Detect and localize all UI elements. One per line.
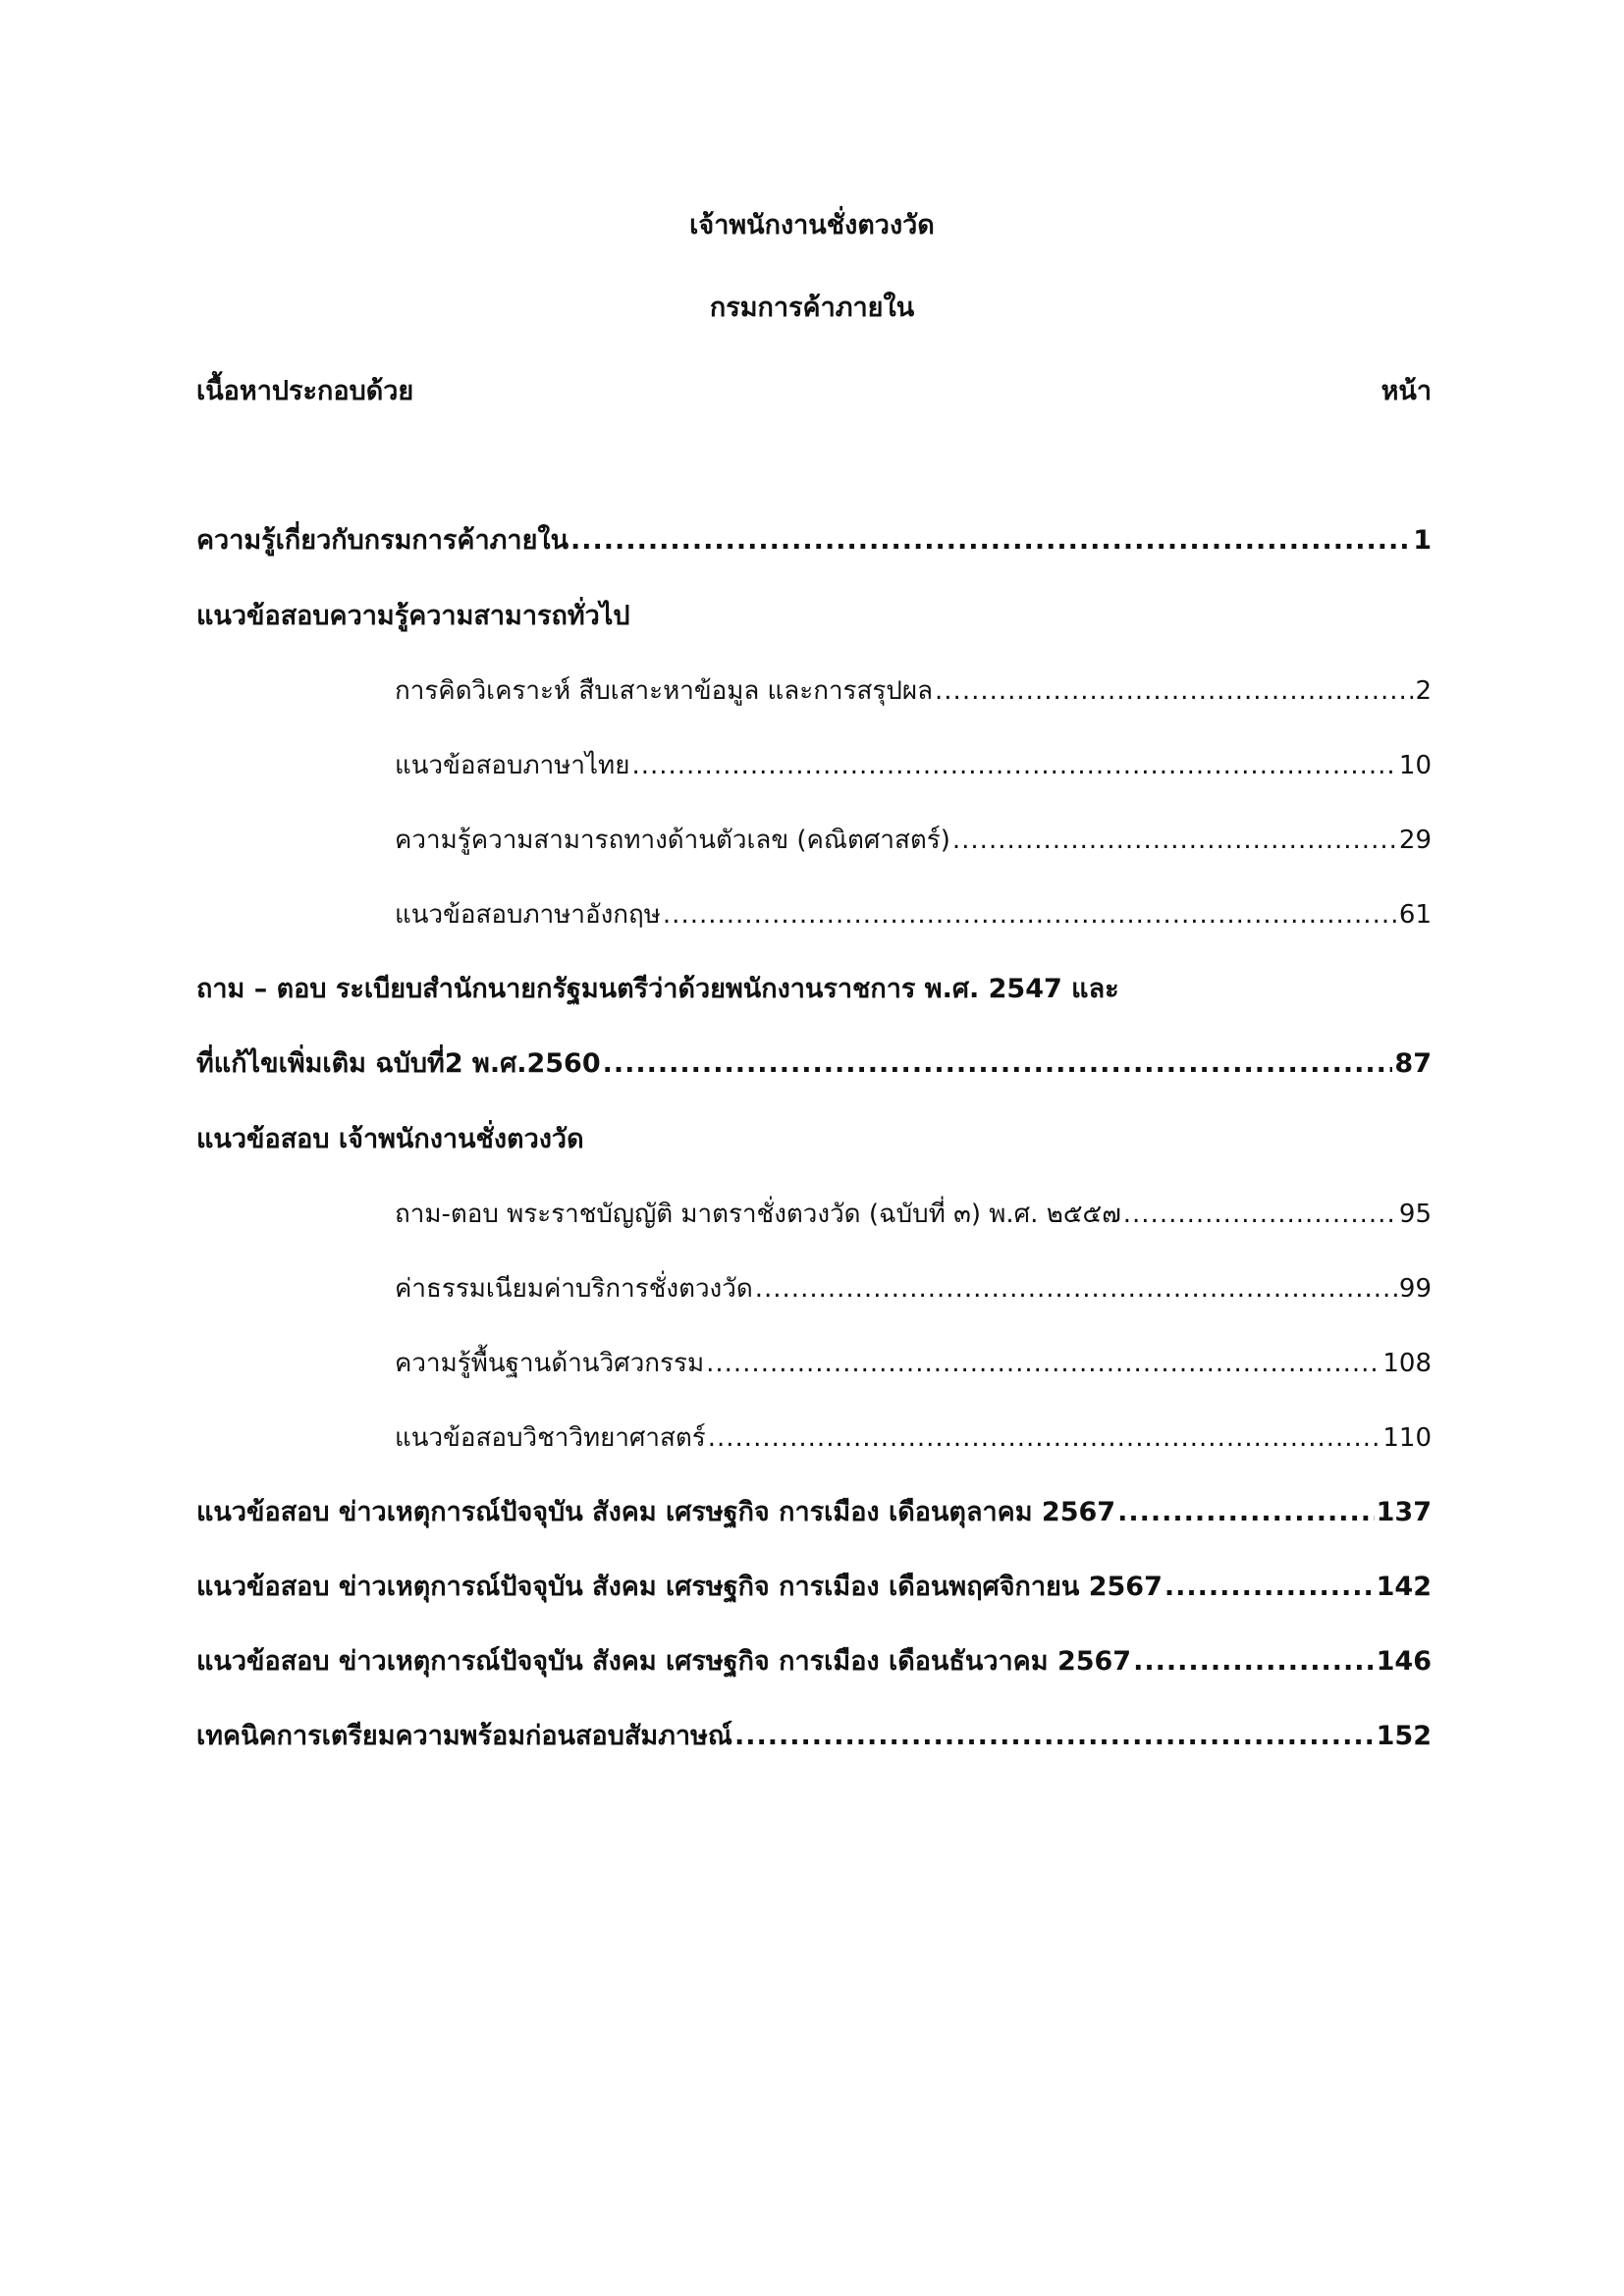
toc-entry-page: 61 [1398, 900, 1432, 930]
toc-entry-page: 95 [1398, 1200, 1432, 1229]
contents-heading: เนื้อหาประกอบด้วย [196, 376, 414, 406]
toc-entry-page: 146 [1376, 1646, 1432, 1677]
toc-entry-label: ถาม – ตอบ ระเบียบสำนักนายกรัฐมนตรีว่าด้วยพนักงานราชการ พ.ศ. 2547 และ [196, 974, 1119, 1004]
toc-leader-dots [1117, 1493, 1375, 1532]
toc-section-heading [196, 597, 1432, 636]
toc-entry-page: 152 [1376, 1721, 1432, 1751]
toc-entry [395, 1269, 1432, 1308]
toc-leader-dots [1164, 1568, 1375, 1607]
toc-leader-dots [663, 895, 1397, 934]
toc-entry-label: แนวข้อสอบ ข่าวเหตุการณ์ปัจจุบัน สังคม เศรษฐกิจ การเมือง เดือนธันวาคม 2567 [196, 1646, 1132, 1677]
toc-entry-label: เทคนิคการเตรียมความพร้อมก่อนสอบสัมภาษณ์ [196, 1721, 732, 1751]
toc-entry-label: แนวข้อสอบวิชาวิทยาศาสตร์ [395, 1423, 706, 1453]
toc-entry-page: 108 [1382, 1349, 1432, 1378]
toc-leader-dots [603, 1044, 1393, 1084]
toc-leader-dots [631, 746, 1396, 785]
toc-entry-label: ความรู้พื้นฐานด้านวิศวกรรม [395, 1349, 705, 1378]
toc-entry [196, 521, 1432, 561]
toc-entry-label: ถาม-ตอบ พระราชบัญญัติ มาตราชั่งตวงวัด (ฉบับที่ ๓) พ.ศ. ๒๕๕๗ [395, 1200, 1121, 1229]
toc-entry-page: 10 [1398, 751, 1432, 780]
toc-entry-page: 29 [1398, 826, 1432, 855]
toc-entry-page: 137 [1376, 1497, 1432, 1527]
toc-entry [395, 1344, 1432, 1383]
toc-entry-label: แนวข้อสอบภาษาไทย [395, 751, 630, 780]
toc-entry [196, 1717, 1432, 1756]
toc-entry-page: 87 [1394, 1048, 1432, 1079]
toc-entry [196, 1493, 1432, 1532]
toc-entry-label: แนวข้อสอบ เจ้าพนักงานชั่งตวงวัด [196, 1124, 584, 1154]
toc-entry-label: ค่าธรรมเนียมค่าบริการชั่งตวงวัด [395, 1274, 753, 1304]
document-subtitle: กรมการค้าภายใน [709, 293, 915, 323]
toc-entry-label: แนวข้อสอบ ข่าวเหตุการณ์ปัจจุบัน สังคม เศรษฐกิจ การเมือง เดือนพฤศจิกายน 2567 [196, 1572, 1163, 1602]
toc-entry [395, 746, 1432, 785]
toc-leader-dots [706, 1344, 1380, 1383]
toc-entry [196, 1044, 1432, 1084]
toc-leader-dots [755, 1269, 1397, 1308]
toc-entry-multiline-start [196, 970, 1432, 1009]
toc-entry [395, 821, 1432, 860]
toc-leader-dots [570, 521, 1411, 561]
toc-entry-page: 1 [1413, 525, 1432, 556]
toc-entry [196, 1642, 1432, 1682]
toc-entry-page: 142 [1376, 1572, 1432, 1602]
toc-entry-page: 110 [1382, 1423, 1432, 1453]
toc-entry-page: 2 [1415, 676, 1432, 706]
toc-entry-label: แนวข้อสอบความรู้ความสามารถทั่วไป [196, 601, 630, 631]
toc-entry-label: ที่แก้ไขเพิ่มเติม ฉบับที่2 พ.ศ.2560 [196, 1048, 601, 1079]
toc-entry-page: 99 [1398, 1274, 1432, 1304]
toc-leader-dots [734, 1717, 1375, 1756]
page-heading: หน้า [1380, 376, 1432, 406]
toc-entry [196, 1568, 1432, 1607]
toc-entry-label: แนวข้อสอบ ข่าวเหตุการณ์ปัจจุบัน สังคม เศรษฐกิจ การเมือง เดือนตุลาคม 2567 [196, 1497, 1116, 1527]
toc-leader-dots [708, 1418, 1381, 1458]
toc-entry-label: ความรู้เกี่ยวกับกรมการค้าภายใน [196, 525, 569, 556]
toc-entry [395, 671, 1432, 711]
toc-entry [395, 1195, 1432, 1234]
document-title: เจ้าพนักงานชั่งตวงวัด [689, 210, 935, 240]
toc-leader-dots [1133, 1642, 1375, 1682]
toc-leader-dots [935, 671, 1413, 711]
toc-entry-label: การคิดวิเคราะห์ สืบเสาะหาข้อมูล และการสรุปผล [395, 676, 934, 706]
toc-entry-label: ความรู้ความสามารถทางด้านตัวเลข (คณิตศาสตร์) [395, 826, 950, 855]
toc-entry [395, 895, 1432, 934]
toc-leader-dots [952, 821, 1397, 860]
toc-entry [395, 1418, 1432, 1458]
toc-section-heading [196, 1120, 1432, 1159]
toc-leader-dots [1123, 1195, 1397, 1234]
toc-entry-label: แนวข้อสอบภาษาอังกฤษ [395, 900, 661, 930]
